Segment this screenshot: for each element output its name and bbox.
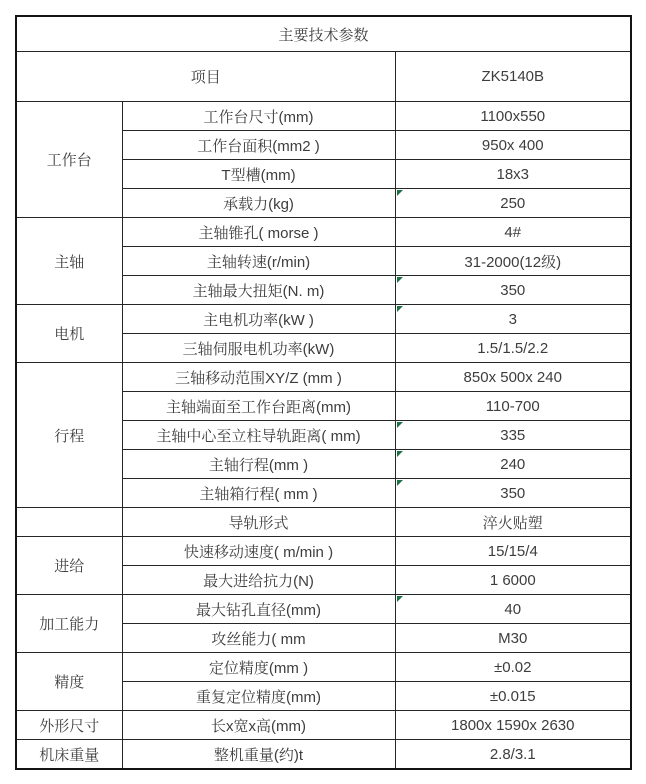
spec-value: 1 6000 bbox=[489, 571, 536, 589]
spec-value: 40 bbox=[504, 600, 522, 618]
section-name-cell-travel: 行程 bbox=[16, 363, 122, 508]
spec-label-cell: 主轴锥孔( morse ) bbox=[122, 218, 395, 247]
spec-value-cell bbox=[395, 566, 631, 595]
spec-sheet bbox=[15, 15, 632, 770]
spec-label-cell: 最大钻孔直径(mm) bbox=[122, 595, 395, 624]
spec-label-cell: 主轴转速(r/min) bbox=[122, 247, 395, 276]
section-name-cell-spindle: 主轴 bbox=[16, 218, 122, 305]
spec-label-cell: 导轨形式 bbox=[122, 508, 395, 537]
section-name-cell-worktable: 工作台 bbox=[16, 102, 122, 218]
spec-label-cell: 工作台尺寸(mm) bbox=[122, 102, 395, 131]
spec-label-cell: 重复定位精度(mm) bbox=[122, 682, 395, 711]
section-name-cell-weight: 机床重量 bbox=[16, 740, 122, 770]
spec-value-cell bbox=[395, 624, 631, 653]
spec-label-cell: 主轴端面至工作台距离(mm) bbox=[122, 392, 395, 421]
spec-value-cell bbox=[395, 218, 631, 247]
spec-value-cell bbox=[395, 189, 631, 218]
spec-value: ±0.02 bbox=[494, 658, 532, 676]
green-corner-marker bbox=[397, 422, 403, 428]
spec-value: 1100x550 bbox=[480, 107, 546, 125]
green-corner-marker bbox=[397, 277, 403, 283]
spec-value-cell bbox=[395, 595, 631, 624]
spec-value: M30 bbox=[498, 629, 528, 647]
spec-label-cell: T型槽(mm) bbox=[122, 160, 395, 189]
spec-label-cell: 三轴伺服电机功率(kW) bbox=[122, 334, 395, 363]
spec-value: 250 bbox=[500, 194, 526, 212]
spec-label-cell: 主电机功率(kW ) bbox=[122, 305, 395, 334]
spec-label-cell: 承载力(kg) bbox=[122, 189, 395, 218]
spec-label-cell: 三轴移动范围XY/Z (mm ) bbox=[122, 363, 395, 392]
green-corner-marker bbox=[397, 596, 403, 602]
table-title: 主要技术参数 bbox=[16, 16, 631, 52]
spec-value: 1.5/1.5/2.2 bbox=[477, 339, 549, 357]
green-corner-marker bbox=[397, 306, 403, 312]
spec-value: 2.8/3.1 bbox=[489, 745, 536, 763]
section-name-cell-capacity: 加工能力 bbox=[16, 595, 122, 653]
spec-value-cell bbox=[395, 160, 631, 189]
spec-value: ±0.015 bbox=[489, 687, 536, 705]
section-name-cell-dimensions: 外形尺寸 bbox=[16, 711, 122, 740]
spec-value: 350 bbox=[500, 484, 526, 502]
section-name-cell-precision: 精度 bbox=[16, 653, 122, 711]
spec-value-cell bbox=[395, 653, 631, 682]
spec-value-cell bbox=[395, 711, 631, 740]
section-name-cell-empty bbox=[16, 508, 122, 537]
spec-label-cell: 主轴中心至立柱导轨距离( mm) bbox=[122, 421, 395, 450]
technical-parameters-table bbox=[15, 15, 632, 770]
spec-value-cell bbox=[395, 305, 631, 334]
spec-label-cell: 工作台面积(mm2 ) bbox=[122, 131, 395, 160]
spec-value-cell bbox=[395, 276, 631, 305]
spec-value-cell bbox=[395, 102, 631, 131]
spec-label-cell: 最大进给抗力(N) bbox=[122, 566, 395, 595]
spec-label-cell: 主轴箱行程( mm ) bbox=[122, 479, 395, 508]
spec-label-cell: 整机重量(约)t bbox=[122, 740, 395, 770]
model-column-header: ZK5140B bbox=[395, 52, 631, 102]
spec-value-cell bbox=[395, 363, 631, 392]
spec-value: 3 bbox=[508, 310, 517, 328]
spec-value: 335 bbox=[500, 426, 526, 444]
spec-value: 18x3 bbox=[496, 165, 530, 183]
item-column-header: 项目 bbox=[16, 52, 395, 102]
spec-value: 淬火贴塑 bbox=[482, 514, 543, 532]
green-corner-marker bbox=[397, 190, 403, 196]
spec-label-cell: 主轴最大扭矩(N. m) bbox=[122, 276, 395, 305]
spec-value-cell bbox=[395, 740, 631, 770]
spec-value-cell bbox=[395, 334, 631, 363]
spec-value: 950x 400 bbox=[481, 136, 544, 154]
spec-value: 110-700 bbox=[485, 397, 540, 415]
spec-value: 31-2000(12级) bbox=[464, 253, 562, 271]
spec-value-cell bbox=[395, 479, 631, 508]
spec-value-cell bbox=[395, 508, 631, 537]
spec-value-cell bbox=[395, 421, 631, 450]
spec-value: 240 bbox=[500, 455, 526, 473]
spec-value: 4# bbox=[504, 223, 522, 241]
spec-value-cell bbox=[395, 392, 631, 421]
spec-value-cell bbox=[395, 450, 631, 479]
section-name-cell-feed: 进给 bbox=[16, 537, 122, 595]
spec-value-cell bbox=[395, 247, 631, 276]
spec-value-cell bbox=[395, 131, 631, 160]
spec-value-cell bbox=[395, 682, 631, 711]
spec-value: 15/15/4 bbox=[487, 542, 538, 560]
spec-value: 1800x 1590x 2630 bbox=[451, 716, 575, 734]
spec-value: 350 bbox=[500, 281, 526, 299]
green-corner-marker bbox=[397, 451, 403, 457]
spec-value: 850x 500x 240 bbox=[463, 368, 562, 386]
spec-label-cell: 攻丝能力( mm bbox=[122, 624, 395, 653]
green-corner-marker bbox=[397, 480, 403, 486]
spec-label-cell: 长x宽x高(mm) bbox=[122, 711, 395, 740]
spec-label-cell: 主轴行程(mm ) bbox=[122, 450, 395, 479]
section-name-cell-motor: 电机 bbox=[16, 305, 122, 363]
spec-value-cell bbox=[395, 537, 631, 566]
spec-label-cell: 定位精度(mm ) bbox=[122, 653, 395, 682]
spec-label-cell: 快速移动速度( m/min ) bbox=[122, 537, 395, 566]
